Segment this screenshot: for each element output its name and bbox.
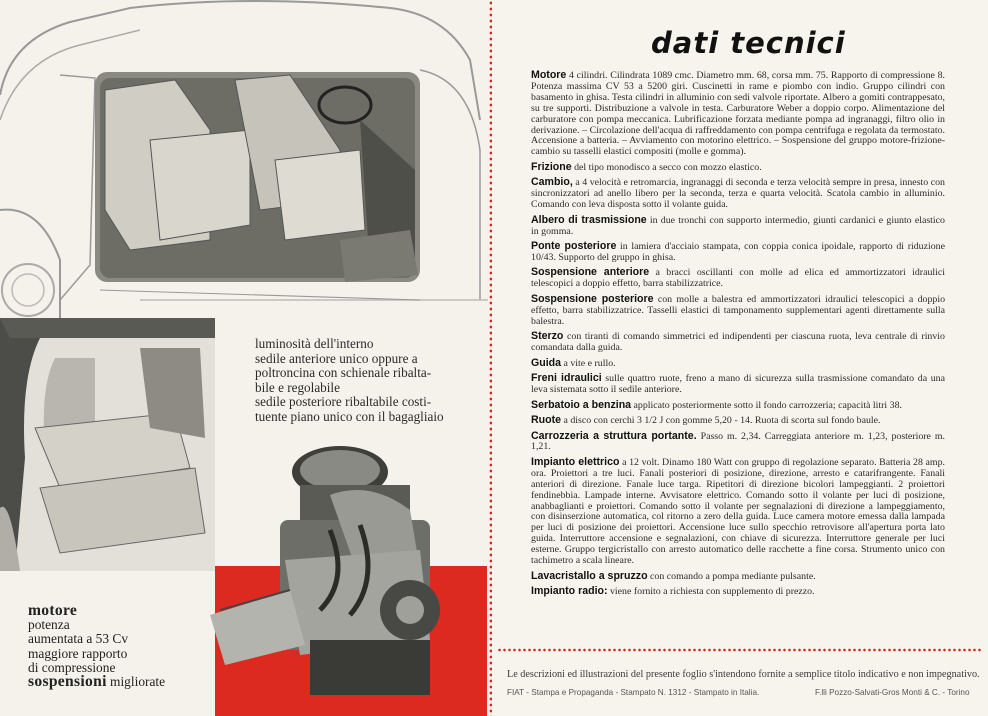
spec-text: del tipo monodisco a secco con mozzo elastico.: [571, 161, 762, 173]
disclaimer: Le descrizioni ed illustrazioni del presente foglio s'intendono fornite a semplice titolo indicativo e non impegnativo.: [507, 669, 980, 680]
spec-key: Serbatoio a benzina: [531, 398, 632, 411]
interior-caption-line: luminosità dell'interno: [255, 336, 374, 351]
spec-key: Motore: [531, 69, 567, 81]
spec-text: applicato posteriormente sotto il fondo carrozzeria; capacità litri 38.: [631, 399, 902, 411]
motor-caption-heading: motore: [28, 602, 78, 619]
motor-caption-line: aumentata a 53 Cv: [28, 631, 129, 647]
left-page: [0, 0, 492, 716]
spec-list: [531, 70, 945, 602]
spec-text: con tiranti di comando simmetrici ed indipendenti per ciascuna ruota, leva centrale di rinvio comandata dalla guida.: [531, 331, 945, 354]
suspension-rest: migliorate: [106, 674, 166, 690]
spec-item: [531, 294, 945, 328]
spec-text: a 12 volt. Dinamo 180 Watt con gruppo di regolazione separato. Batteria 28 amp. ora. Proiettori a tre luci. Fanali posteriori di posizione, direzione, arresto e catarifrangente. Fanali anteriori di direzione. Fanale luce targa. Ripetitori di direzione bicolori lampeggianti. 2 proiettori fendinebbia. Lampade interne. Avvisatore elettrico. Comando sotto il volante per luci di posizione, anabbaglianti e proiettori. Comando sotto il volante per segnalazioni di direzione a lampeggiamento, con disinserzione automatica, col ritorno a zero della guida. Luce camera motore emessa dalla lampada per luci di posizione dei proiettori. Accensione luce sullo specchio retrovisore all'apertura porta lato guida. Interruttore accensione e segnalazioni, con chiave di sicurezza. Interruttore generale per luci esterne. Gruppo tergicristallo con arresto automatico delle racchette a fine corsa. Strumento unico con tachimetro a scala lineare.: [531, 456, 945, 567]
interior-caption-line: tuente piano unico con il bagagliaio: [255, 408, 444, 424]
interior-caption-line: sedile anteriore unico oppure a: [255, 350, 418, 366]
spec-key: Ruote: [531, 414, 562, 426]
spec-key: Impianto elettrico: [531, 455, 620, 468]
spec-item: [531, 267, 945, 290]
spec-text: Passo m. 2,34. Carreggiata anteriore m. 1,23, posteriore m. 1,21.: [531, 430, 945, 453]
spec-key: Frizione: [531, 160, 572, 173]
suspension-heading: sospensioni: [28, 673, 107, 691]
spec-item: [531, 457, 945, 567]
car-interior-illustration: [0, 0, 488, 318]
spec-key: Sospensione posteriore: [531, 292, 654, 305]
print-footer: FIAT - Stampa e Propaganda - Stampato N. 1312 - Stampato in Italia.: [507, 688, 760, 697]
spec-text: viene fornito a richiesta con supplemento di prezzo.: [607, 586, 815, 598]
spec-text: a vite e rullo.: [561, 357, 616, 369]
rear-seat-photo: [0, 318, 215, 571]
spec-item: [531, 177, 945, 211]
spec-text: in due tronchi con supporto intermedio, giunti cardanici e giunto elastico in gomma.: [531, 214, 945, 237]
motor-caption: [28, 604, 208, 689]
spec-item: [531, 400, 945, 412]
interior-caption-line: sedile posteriore ribaltabile costi-: [255, 394, 432, 410]
spec-item: [531, 415, 945, 427]
spec-item: [531, 586, 945, 598]
spec-key: Carrozzeria a struttura portante.: [531, 429, 697, 442]
spec-item: [531, 431, 945, 454]
page-title: dati tecnici: [651, 26, 846, 60]
interior-caption-line: poltroncina con schienale ribalta-: [255, 365, 432, 381]
spec-key: Sterzo: [531, 330, 564, 343]
spec-key: Ponte posteriore: [531, 240, 617, 253]
engine-illustration: [210, 440, 490, 716]
spec-text: a disco con cerchi 3 1/2 J con gomme 5,20 - 14. Ruota di scorta sul fondo baule.: [561, 415, 881, 426]
printer-credit: F.lli Pozzo-Salvati-Gros Monti & C. - Torino: [815, 688, 970, 697]
spec-text: 4 cilindri. Cilindrata 1089 cmc. Diametro mm. 68, corsa mm. 75. Rapporto di compressione 8. Potenza massima CV 53 a 5200 giri. Cuscinetti in rame e piombo con indio. Gruppo cilindri con basamento in ghisa. Testa cilindri in alluminio con sedi valvole riportate. Albero a gomiti contrappesato, su tre supporti. Distribuzione a valvole in testa. Carburatore Weber a doppio corpo. Alimentazione del carburatore con pompa meccanica. Lubrificazione forzata mediante pompa ad ingranaggi, filtro olio in derivazione. – Circolazione dell'acqua di raffreddamento con pompa centrifuga e regolata da termostato. Accensione a batteria. – Avviamento con motorino elettrico. – Sospensione del gruppo motore-frizione-cambio su tasselli elastici compositi (molle e gomma).: [531, 70, 945, 158]
spec-key: Lavacristallo a spruzzo: [531, 569, 648, 582]
spec-item: [531, 358, 945, 370]
interior-caption: [255, 337, 455, 425]
spec-item: [531, 215, 945, 238]
spec-item: [531, 162, 945, 174]
spec-item: [531, 331, 945, 354]
spec-text: in lamiera d'acciaio stampata, con coppia conica ipoidale, rapporto di riduzione 10/43. Supporto del gruppo in ghisa.: [531, 241, 945, 263]
motor-caption-line: potenza: [28, 617, 70, 633]
dotted-separator: [497, 648, 983, 652]
spec-text: a 4 velocità e retromarcia, ingranaggi di seconda e terza velocità sempre in presa, innesto con sincronizzatori ad anello libero per la seconda, terza e quarta velocità. Scatola cambio in alluminio. Comando con leva disposta sotto il volante guida.: [531, 177, 945, 211]
spec-key: Freni idraulici: [531, 372, 602, 385]
motor-caption-line: di compressione: [28, 659, 116, 675]
spec-key: Cambio,: [531, 176, 573, 189]
spec-text: sulle quattro ruote, freno a mano di sicurezza sulla trasmissione comandato da una leva sistemata sotto il sedile anteriore.: [531, 373, 945, 395]
spec-text: a bracci oscillanti con molle ad elica ed ammortizzatori idraulici telescopici a doppio effetto, barra stabilizzatrice.: [531, 267, 945, 290]
spec-item: [531, 571, 945, 583]
interior-caption-line: bile e regolabile: [255, 379, 340, 395]
spec-key: Albero di trasmissione: [531, 213, 647, 226]
spec-key: Guida: [531, 356, 562, 369]
spec-text: con comando a pompa mediante pulsante.: [647, 570, 816, 582]
spec-item: [531, 373, 945, 396]
spec-item: [531, 70, 945, 158]
spec-key: Sospensione anteriore: [531, 266, 650, 279]
motor-caption-line: maggiore rapporto: [28, 645, 128, 661]
spec-key: Impianto radio:: [531, 585, 608, 598]
spec-item: [531, 241, 945, 264]
spec-text: con molle a balestra ed ammortizzatori idraulici telescopici a doppio effetto, barra stabilizzatrice. Tasselli elastici di tamponamento supplementari agenti direttamente sulla balestra.: [531, 293, 946, 327]
suspension-caption: [28, 675, 208, 689]
